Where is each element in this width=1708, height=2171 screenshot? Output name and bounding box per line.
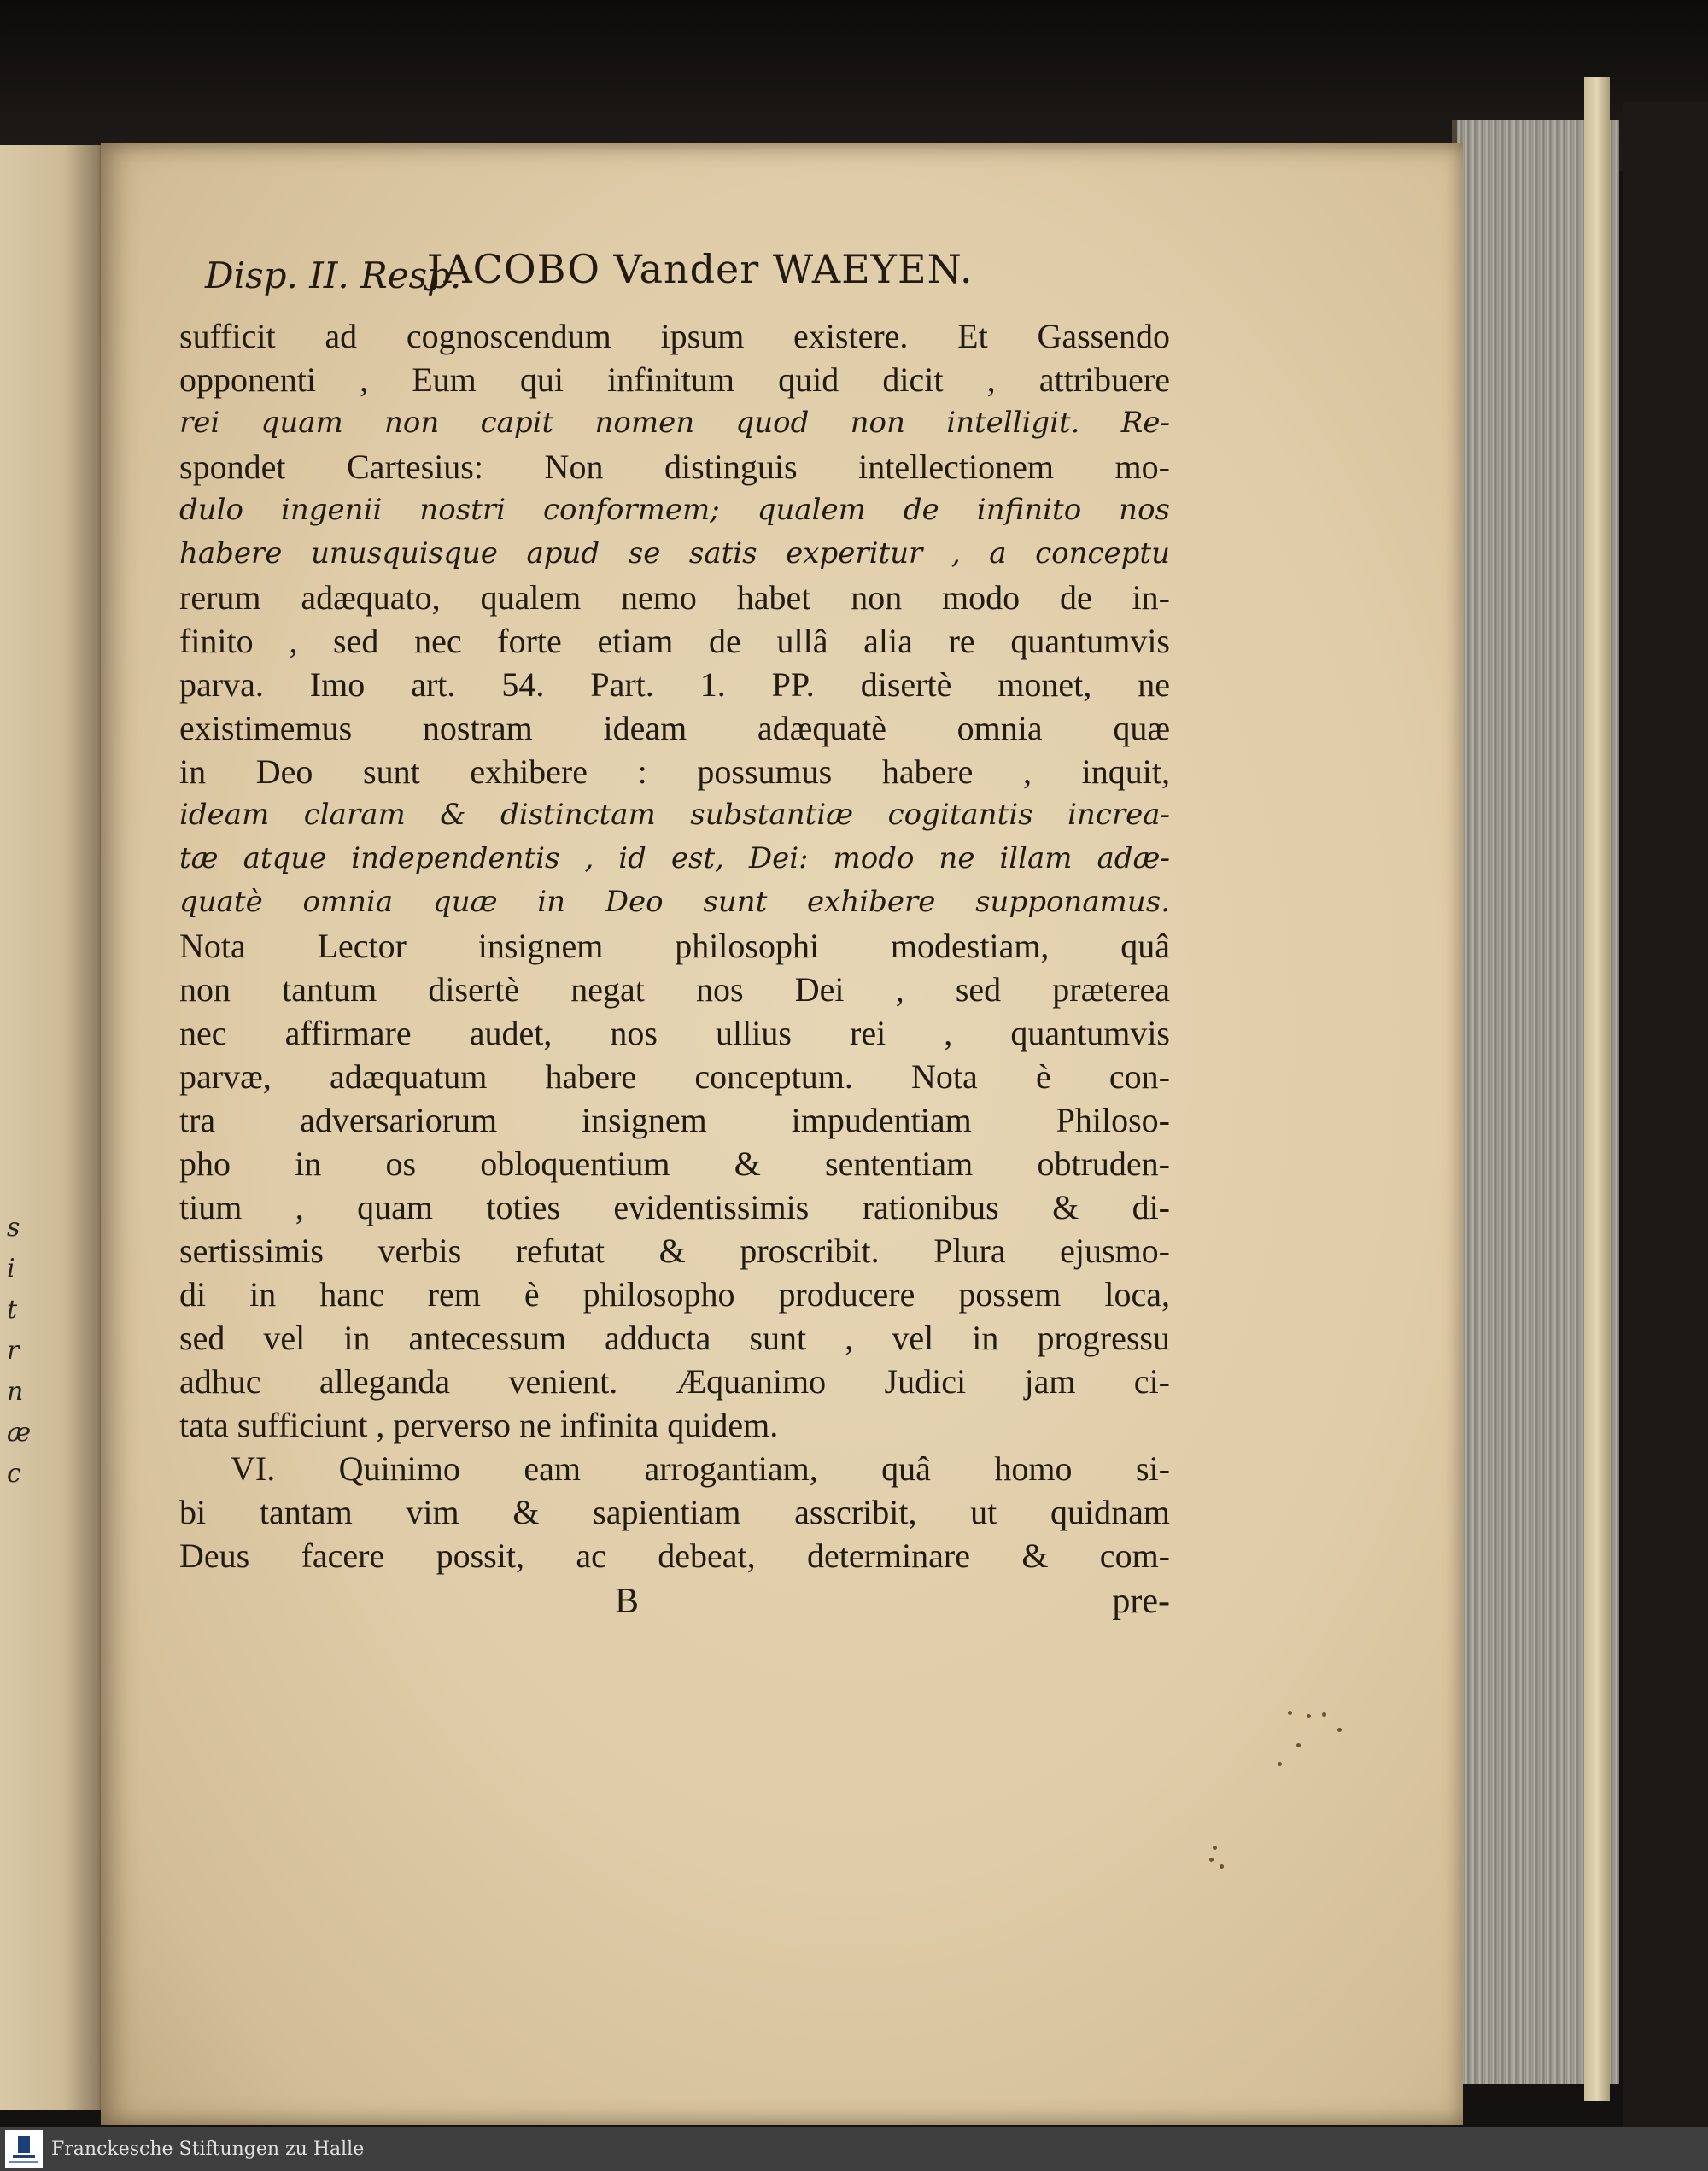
text-line: di in hanc rem è philosopho producere possem loca,	[179, 1275, 1170, 1314]
left-glyph: c	[7, 1459, 21, 1489]
text-line: quatè omnia quæ in Deo sunt exhibere supponamus.	[179, 885, 1170, 919]
institution-logo-icon	[5, 2130, 43, 2168]
speck	[1337, 1728, 1342, 1732]
page-text-block	[179, 246, 1170, 1632]
background-right	[1623, 102, 1708, 2127]
footer-bar	[0, 2127, 1708, 2171]
speck	[1307, 1714, 1311, 1718]
left-page-glyphs	[7, 1213, 32, 1811]
text-line: ideam claram & distinctam substantiæ cogitantis increa-	[179, 798, 1170, 832]
text-line: in Deo sunt exhibere : possumus habere , inquit,	[179, 752, 1170, 791]
header-name: JACOBO Vander WAEYEN.	[427, 246, 974, 292]
text-line: Nota Lector insignem philosophi modestiam, quâ	[179, 927, 1170, 965]
text-line: spondet Cartesius: Non distinguis intellectionem mo-	[179, 448, 1170, 486]
page-footer	[179, 1581, 1170, 1632]
left-glyph: s	[7, 1213, 20, 1243]
logo-mark	[18, 2136, 30, 2153]
logo-mark-line	[9, 2161, 38, 2163]
signature-mark: B	[615, 1582, 640, 1621]
text-line: tium , quam toties evidentissimis rationibus & di-	[179, 1188, 1170, 1226]
text-line: dulo ingenii nostri conformem; qualem de infinito nos	[179, 493, 1170, 527]
text-line: Deus facere possit, ac debeat, determinare & com-	[179, 1536, 1170, 1575]
book-page	[101, 143, 1463, 2125]
text-line: tata sufficiunt , perverso ne infinita quidem.	[179, 1406, 779, 1444]
text-line: adhuc alleganda venient. Æquanimo Judici jam ci-	[179, 1362, 1170, 1401]
text-line: rerum adæquato, qualem nemo habet non modo de in-	[179, 578, 1170, 617]
left-glyph: r	[7, 1336, 20, 1366]
body-text	[179, 314, 1170, 1577]
text-line: tra adversariorum insignem impudentiam Philoso-	[179, 1101, 1170, 1139]
left-glyph: æ	[7, 1418, 32, 1448]
speck	[1278, 1762, 1282, 1766]
header-reference: Disp. II. Resp.	[205, 255, 462, 296]
text-line: parvæ, adæquatum habere conceptum. Nota è con-	[179, 1057, 1170, 1096]
left-glyph: n	[7, 1377, 24, 1407]
text-line: bi tantam vim & sapientiam asscribit, ut quidnam	[179, 1493, 1170, 1531]
text-line: existimemus nostram ideam adæquatè omnia quæ	[179, 709, 1170, 747]
book-cover-board	[1584, 77, 1610, 2101]
text-line: nec affirmare audet, nos ullius rei , quantumvis	[179, 1014, 1170, 1052]
text-line: sertissimis verbis refutat & proscribit. Plura ejusmo-	[179, 1232, 1170, 1270]
text-line: habere unusquisque apud se satis experitur , a conceptu	[179, 536, 1170, 571]
text-line: parva. Imo art. 54. Part. 1. PP. disertè monet, ne	[179, 665, 1170, 704]
logo-mark-base	[13, 2155, 35, 2158]
text-line: tæ atque independentis , id est, Dei: modo ne illam adæ-	[179, 841, 1170, 875]
speck	[1296, 1743, 1301, 1747]
credit-text: Franckesche Stiftungen zu Halle	[51, 2139, 365, 2160]
paper-specks	[1288, 1711, 1390, 1899]
text-line: VI. Quinimo eam arrogantiam, quâ homo si-	[231, 1449, 1170, 1488]
text-line: rei quam non capit nomen quod non intelligit. Re-	[179, 406, 1170, 440]
speck	[1213, 1846, 1217, 1850]
left-glyph: i	[7, 1254, 15, 1284]
text-line: finito , sed nec forte etiam de ullâ alia re quantumvis	[179, 622, 1170, 660]
speck	[1220, 1864, 1224, 1869]
running-header	[179, 246, 1170, 306]
catchword: pre-	[1112, 1582, 1170, 1621]
speck	[1288, 1711, 1292, 1715]
text-line: sed vel in antecessum adducta sunt , vel in progressu	[179, 1319, 1170, 1357]
left-glyph: t	[7, 1295, 18, 1325]
speck	[1322, 1712, 1326, 1717]
text-line: non tantum disertè negat nos Dei , sed præterea	[179, 970, 1170, 1009]
left-page-edge	[0, 145, 107, 2110]
text-line: opponenti , Eum qui infinitum quid dicit , attribuere	[179, 360, 1170, 399]
text-line: pho in os obloquentium & sententiam obtruden-	[179, 1144, 1170, 1183]
text-line: sufficit ad cognoscendum ipsum existere. Et Gassendo	[179, 317, 1170, 355]
speck	[1209, 1858, 1214, 1862]
